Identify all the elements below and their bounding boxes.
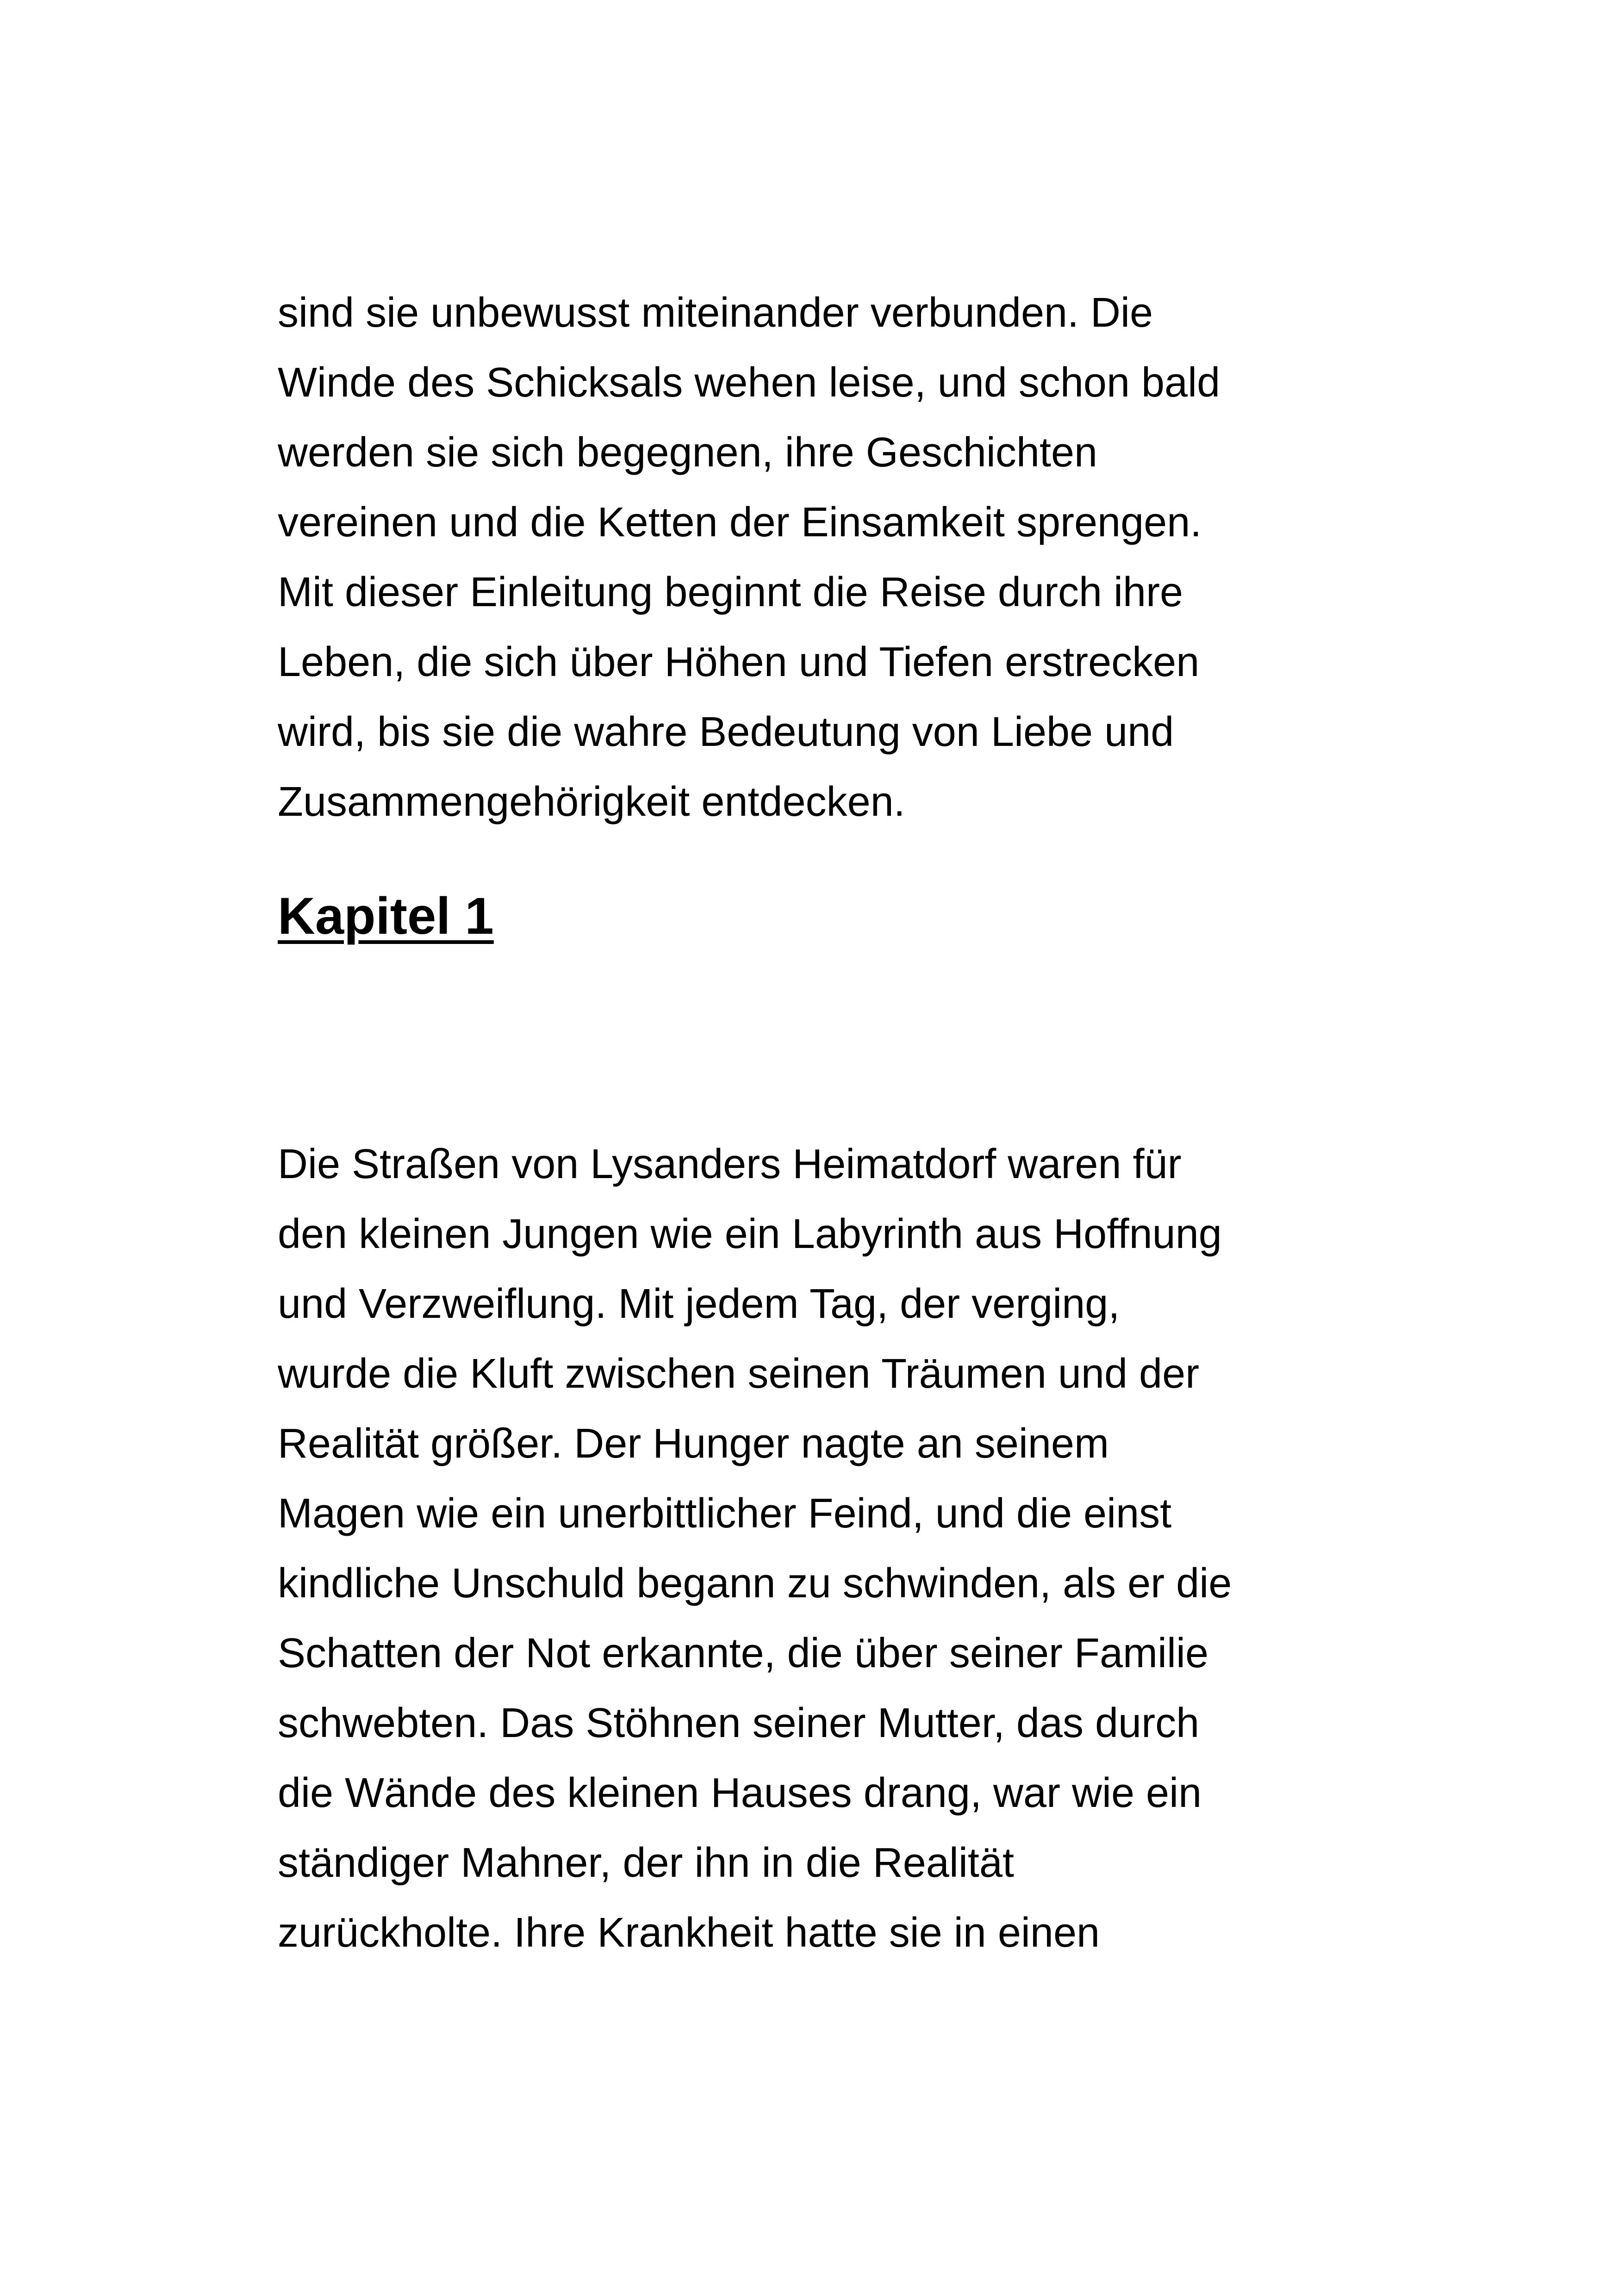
text-line: Magen wie ein unerbittlicher Feind, und die einst — [278, 1490, 1172, 1537]
paragraph-intro — [278, 278, 1389, 837]
text-line: schwebten. Das Stöhnen seiner Mutter, das durch — [278, 1700, 1200, 1746]
text-line: den kleinen Jungen wie ein Labyrinth aus Hoffnung — [278, 1211, 1222, 1257]
text-line: Winde des Schicksals wehen leise, und schon bald — [278, 360, 1220, 406]
text-line: werden sie sich begegnen, ihre Geschichten — [278, 429, 1098, 476]
text-line: und Verzweiflung. Mit jedem Tag, der verging, — [278, 1281, 1120, 1327]
text-line: kindliche Unschuld begann zu schwinden, als er die — [278, 1560, 1232, 1607]
text-line: sind sie unbewusst miteinander verbunden. Die — [278, 290, 1153, 336]
chapter-heading: Kapitel 1 — [278, 887, 494, 945]
text-line: Schatten der Not erkannte, die über seiner Familie — [278, 1630, 1209, 1676]
text-line: vereinen und die Ketten der Einsamkeit sprengen. — [278, 499, 1202, 546]
text-line: ständiger Mahner, der ihn in die Realität — [278, 1840, 1014, 1886]
text-line: Mit dieser Einleitung beginnt die Reise durch ihre — [278, 569, 1183, 615]
text-line: die Wände des kleinen Hauses drang, war wie ein — [278, 1770, 1202, 1816]
text-line: Leben, die sich über Höhen und Tiefen erstrecken — [278, 639, 1200, 685]
text-line: wurde die Kluft zwischen seinen Träumen und der — [278, 1351, 1200, 1397]
text-line: Die Straßen von Lysanders Heimatdorf waren für — [278, 1141, 1182, 1187]
text-line: Zusammengehörigkeit entdecken. — [278, 779, 905, 825]
text-line: Realität größer. Der Hunger nagte an seinem — [278, 1421, 1109, 1467]
paragraph-chapter-1 — [278, 1129, 1389, 1968]
text-line: wird, bis sie die wahre Bedeutung von Liebe und — [278, 709, 1174, 755]
text-line: zurückholte. Ihre Krankheit hatte sie in einen — [278, 1910, 1100, 1956]
